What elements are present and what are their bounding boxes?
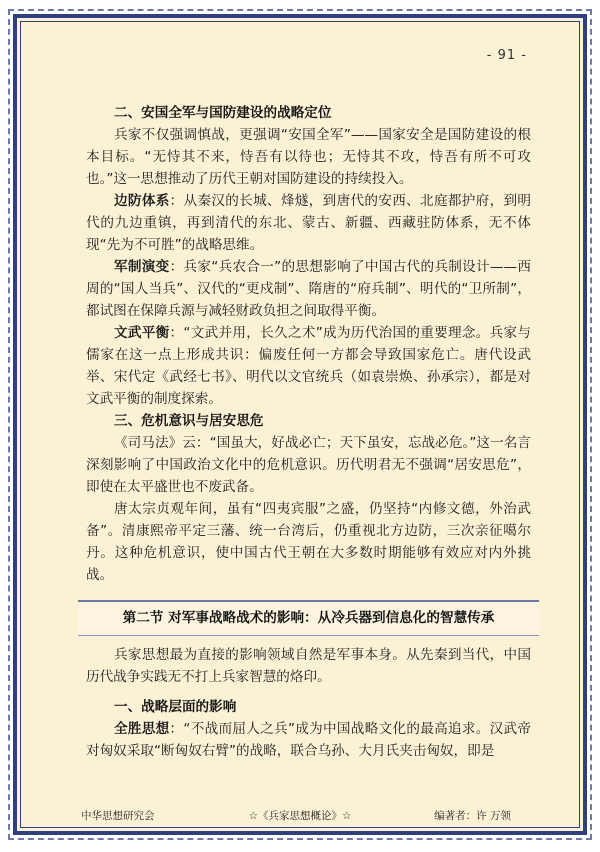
paragraph-text: ：“文武并用，长久之术”成为历代治国的重要理念。兵家与儒家在这一点上形成共识：偏废任何一方都会导致国家危亡。唐代设武举、宋代定《武经七书》、明代以文官统兵（如袁崇焕、孙承宗），都是对文武平衡的制度探索。 <box>86 325 532 407</box>
body-paragraph <box>86 322 531 410</box>
footer-publisher: 中华思想研究会 <box>81 810 155 822</box>
section-heading: 三、危机意识与居安思危 <box>114 413 264 429</box>
paragraph-text: 唐太宗贞观年间，虽有“四夷宾服”之盛，仍坚持“内修文德，外治武备”。清康熙帝平定三藩、统一台湾后，仍重视北方边防，三次亲征噶尔丹。这种危机意识，使中国古代王朝在大多数时期能够有效应对内外挑战。 <box>86 501 531 583</box>
body-paragraph <box>86 644 531 688</box>
page-frame <box>13 14 587 835</box>
section-heading: 一、战略层面的影响 <box>114 699 237 715</box>
paragraph-text: ：兵家“兵农合一”的思想影响了中国古代的兵制设计——西周的“国人当兵”、汉代的“更戍制”、隋唐的“府兵制”、明代的“卫所制”，都试图在保障兵源与减轻财政负担之间取得平衡。 <box>86 259 531 319</box>
paragraph-text: ：从秦汉的长城、烽燧，到唐代的安西、北庭都护府，到明代的九边重镇，再到清代的东北、蒙古、新疆、西藏驻防体系，无不体现“先为不可胜”的战略思维。 <box>86 193 532 253</box>
section-title: 第二节 对军事战略战术的影响：从冷兵器到信息化的智慧传承 <box>78 600 539 636</box>
footer-author: 编著者：许 万领 <box>434 810 511 822</box>
body-paragraph <box>86 498 531 586</box>
paragraph-lead: 文武平衡 <box>114 325 170 341</box>
body-content <box>86 102 531 762</box>
paragraph-text: ：“不战而屈人之兵”成为中国战略文化的最高追求。汉武帝对匈奴采取“断匈奴右臂”的战略，联合乌孙、大月氏夹击匈奴，即是 <box>86 721 532 759</box>
section-heading: 二、安国全军与国防建设的战略定位 <box>114 105 332 121</box>
text-block-1 <box>86 102 531 586</box>
footer-book-title: ☆《兵家思想概论》☆ <box>248 810 352 822</box>
body-paragraph <box>86 432 531 498</box>
page-footer <box>69 804 531 824</box>
paragraph-lead: 军制演变 <box>114 259 170 275</box>
paragraph-text: 兵家思想最为直接的影响领域自然是军事本身。从先秦到当代，中国历代战争实践无不打上兵家智慧的烙印。 <box>86 647 531 685</box>
body-paragraph <box>86 190 531 256</box>
text-block-2 <box>86 644 531 762</box>
paragraph-text: 《司马法》云：“国虽大，好战必亡；天下虽安，忘战必危。”这一名言深刻影响了中国政治文化中的危机意识。历代明君无不强调“居安思危”，即使在太平盛世也不废武备。 <box>86 435 531 495</box>
paragraph-text: 兵家不仅强调慎战，更强调“安国全军”——国家安全是国防建设的根本目标。“无恃其不来，恃吾有以待也；无恃其不攻，恃吾有所不可攻也。”这一思想推动了历代王朝对国防建设的持续投入。 <box>86 127 531 187</box>
body-paragraph <box>86 124 531 190</box>
paragraph-lead: 边防体系 <box>114 193 170 209</box>
page-number: - 91 - <box>486 48 527 63</box>
body-paragraph <box>86 718 531 762</box>
paragraph-lead: 全胜思想 <box>114 721 170 737</box>
body-paragraph <box>86 256 531 322</box>
